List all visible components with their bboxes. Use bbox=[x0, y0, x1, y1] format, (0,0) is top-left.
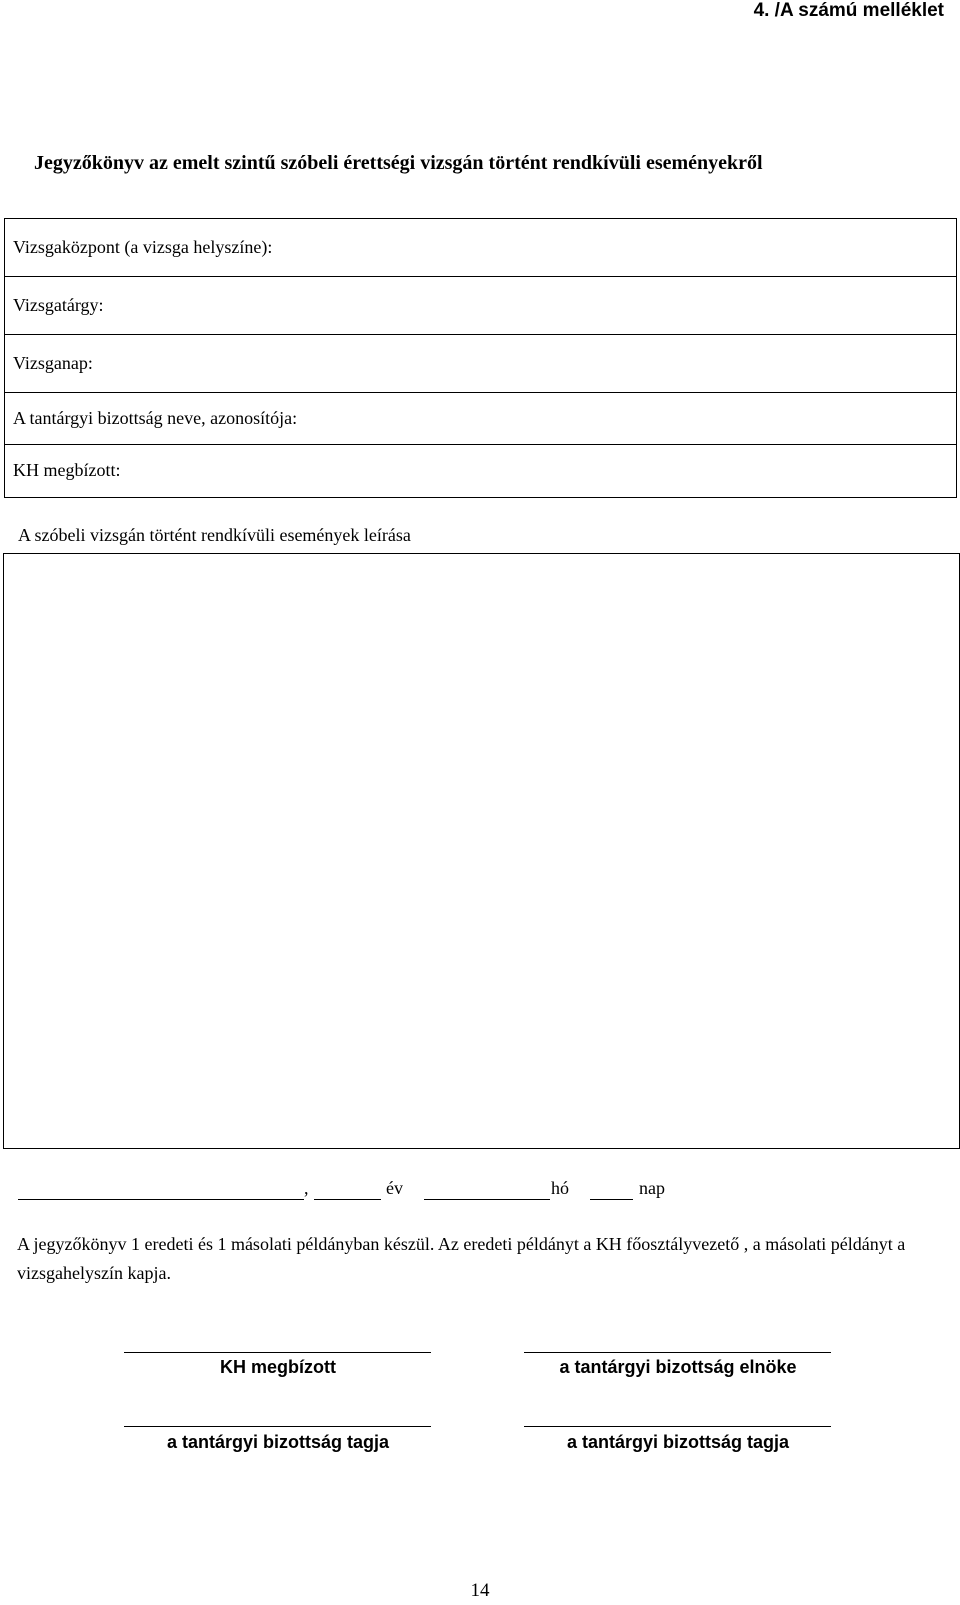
description-box[interactable] bbox=[3, 553, 960, 1149]
exam-info-table bbox=[4, 218, 957, 498]
month-label: hó bbox=[551, 1178, 569, 1198]
info-row-subject bbox=[5, 277, 956, 335]
info-row-committee bbox=[5, 393, 956, 445]
year-label: év bbox=[386, 1178, 403, 1198]
signature-label-member-1: a tantárgyi bizottság tagja bbox=[166, 1432, 390, 1452]
page-number: 14 bbox=[470, 1580, 490, 1601]
info-label-committee: A tantárgyi bizottság neve, azonosítója: bbox=[13, 408, 298, 428]
info-label-subject: Vizsgatárgy: bbox=[13, 295, 104, 315]
signature-line-kh bbox=[124, 1352, 431, 1353]
annex-label: 4. /A számú melléklet bbox=[753, 0, 944, 21]
day-blank-line bbox=[590, 1199, 633, 1200]
info-label-exam-day: Vizsganap: bbox=[13, 353, 93, 373]
signature-label-kh: KH megbízott bbox=[220, 1357, 336, 1377]
year-blank-line bbox=[314, 1199, 381, 1200]
copies-paragraph: A jegyzőkönyv 1 eredeti és 1 másolati példányban készül. Az eredeti példányt a KH főosztályvezető , a másolati példányt a vizsgahelyszín kapja. bbox=[17, 1234, 906, 1283]
info-label-exam-center: Vizsgaközpont (a vizsga helyszíne): bbox=[13, 237, 273, 257]
date-comma: , bbox=[304, 1178, 309, 1198]
signature-label-chair: a tantárgyi bizottság elnöke bbox=[559, 1357, 797, 1377]
signature-line-member-2 bbox=[524, 1426, 831, 1427]
description-label: A szóbeli vizsgán történt rendkívüli események leírása bbox=[18, 525, 411, 545]
info-label-kh-delegate: KH megbízott: bbox=[13, 460, 121, 480]
info-row-kh-delegate bbox=[5, 445, 956, 497]
place-blank-line bbox=[18, 1199, 304, 1200]
signature-line-member-1 bbox=[124, 1426, 431, 1427]
info-row-exam-center bbox=[5, 219, 956, 277]
signature-line-chair bbox=[524, 1352, 831, 1353]
document-title: Jegyzőkönyv az emelt szintű szóbeli érettségi vizsgán történt rendkívüli eseményekről bbox=[34, 152, 763, 174]
month-blank-line bbox=[424, 1199, 550, 1200]
signature-label-member-2: a tantárgyi bizottság tagja bbox=[566, 1432, 790, 1452]
day-label: nap bbox=[639, 1178, 665, 1198]
info-row-exam-day bbox=[5, 335, 956, 393]
